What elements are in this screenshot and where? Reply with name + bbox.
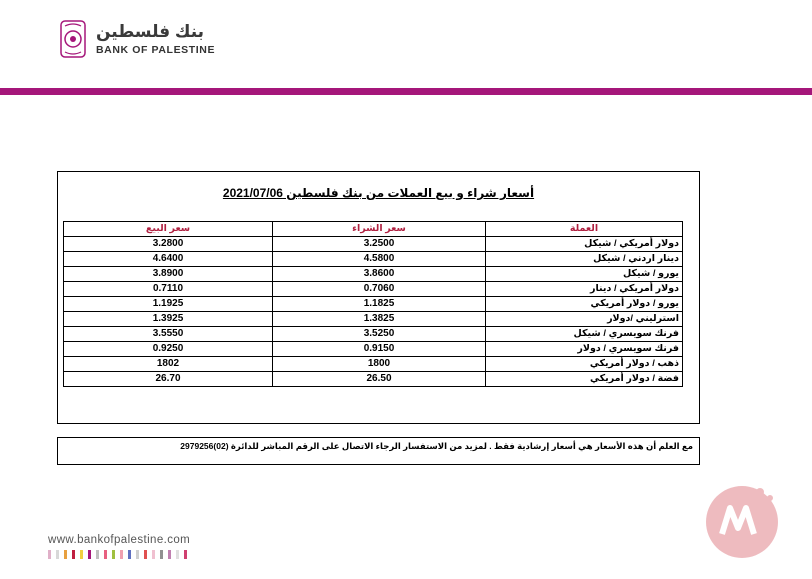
disclaimer-box: [57, 437, 700, 465]
bank-name-english: BANK OF PALESTINE: [96, 44, 216, 56]
color-dot: [184, 550, 187, 559]
buy-rate-cell: 1.1825: [273, 297, 486, 312]
color-dot: [136, 550, 139, 559]
sell-rate-cell: 3.5550: [64, 327, 273, 342]
bank-name-arabic: بنك فلسطين: [96, 22, 205, 41]
color-dot: [96, 550, 99, 559]
table-row: [64, 327, 683, 342]
currency-pair-cell: فرنك سويسري / شيكل: [486, 327, 683, 342]
color-dot: [128, 550, 131, 559]
header-divider-bar: [0, 88, 812, 95]
currency-pair-cell: يورو / شيكل: [486, 267, 683, 282]
table-row: [64, 372, 683, 387]
disclaimer-text: مع العلم أن هذه الأسعار هي أسعار إرشادية فقط . لمزيد من الاستفسار الرجاء الاتصال على الرقم المباشر للدائرة (02)2979256: [180, 441, 693, 451]
currency-pair-cell: دينار اردني / شيكل: [486, 252, 683, 267]
color-dot: [56, 550, 59, 559]
color-dot: [112, 550, 115, 559]
exchange-rates-panel: [57, 171, 700, 424]
table-row: [64, 282, 683, 297]
color-dot: [144, 550, 147, 559]
color-dot: [72, 550, 75, 559]
buy-rate-cell: 3.8600: [273, 267, 486, 282]
color-dot: [160, 550, 163, 559]
sell-rate-cell: 4.6400: [64, 252, 273, 267]
table-row: [64, 297, 683, 312]
buy-rate-cell: 0.9150: [273, 342, 486, 357]
table-row: [64, 252, 683, 267]
buy-rate-cell: 26.50: [273, 372, 486, 387]
sell-rate-cell: 1802: [64, 357, 273, 372]
table-row: [64, 237, 683, 252]
table-row: [64, 312, 683, 327]
color-dot: [88, 550, 91, 559]
buy-rate-cell: 1800: [273, 357, 486, 372]
decorative-color-strip: [48, 550, 248, 559]
buy-rate-cell: 0.7060: [273, 282, 486, 297]
currency-pair-cell: ذهب / دولار أمريكي: [486, 357, 683, 372]
sell-rate-cell: 0.9250: [64, 342, 273, 357]
bank-logo: [60, 18, 220, 63]
bank-emblem-icon: [60, 20, 86, 58]
website-link[interactable]: www.bankofpalestine.com: [48, 534, 191, 546]
sell-rate-cell: 1.1925: [64, 297, 273, 312]
sell-rate-cell: 26.70: [64, 372, 273, 387]
header-currency: العملة: [486, 222, 683, 237]
rates-title: أسعار شراء و بيع العملات من بنك فلسطين 2021/07/06: [222, 186, 535, 200]
exchange-rates-table: [63, 221, 683, 387]
currency-pair-cell: استرليني /دولار: [486, 312, 683, 327]
table-header-row: [64, 222, 683, 237]
header-buy: سعر الشراء: [273, 222, 486, 237]
table-row: [64, 267, 683, 282]
color-dot: [152, 550, 155, 559]
sell-rate-cell: 3.2800: [64, 237, 273, 252]
buy-rate-cell: 3.2500: [273, 237, 486, 252]
buy-rate-cell: 1.3825: [273, 312, 486, 327]
buy-rate-cell: 3.5250: [273, 327, 486, 342]
color-dot: [80, 550, 83, 559]
color-dot: [104, 550, 107, 559]
color-dot: [168, 550, 171, 559]
sell-rate-cell: 0.7110: [64, 282, 273, 297]
sell-rate-cell: 1.3925: [64, 312, 273, 327]
currency-pair-cell: فضة / دولار أمريكي: [486, 372, 683, 387]
watermark-logo-icon: [700, 478, 785, 563]
table-row: [64, 357, 683, 372]
currency-pair-cell: دولار أمريكي / دينار: [486, 282, 683, 297]
currency-pair-cell: دولار أمريكي / شيكل: [486, 237, 683, 252]
currency-pair-cell: يورو / دولار أمريكي: [486, 297, 683, 312]
buy-rate-cell: 4.5800: [273, 252, 486, 267]
color-dot: [48, 550, 51, 559]
header-sell: سعر البيع: [64, 222, 273, 237]
color-dot: [176, 550, 179, 559]
currency-pair-cell: فرنك سويسري / دولار: [486, 342, 683, 357]
color-dot: [120, 550, 123, 559]
table-row: [64, 342, 683, 357]
color-dot: [64, 550, 67, 559]
sell-rate-cell: 3.8900: [64, 267, 273, 282]
